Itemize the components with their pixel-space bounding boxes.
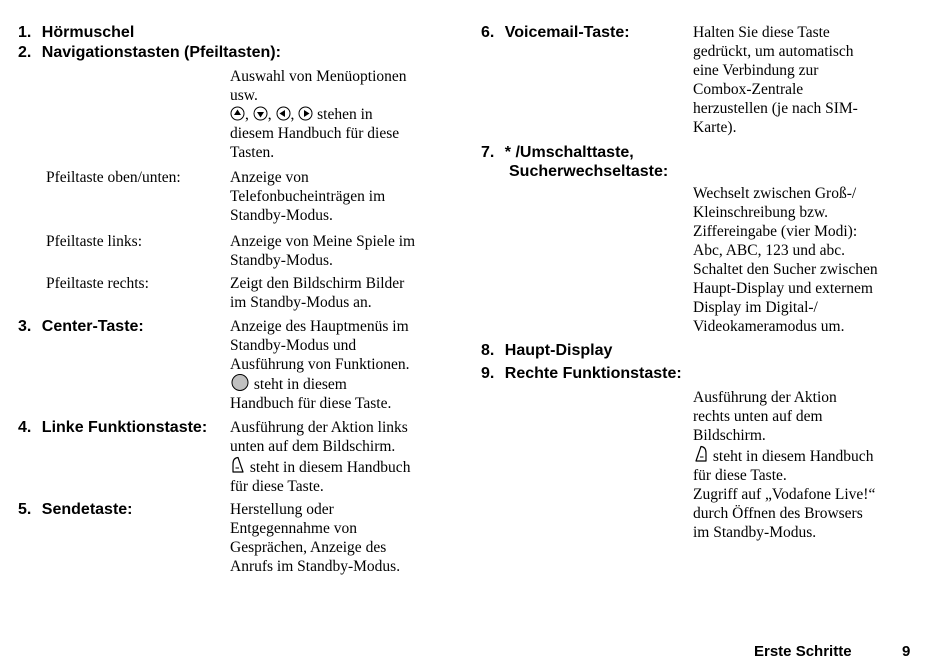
desc-text: steht in diesem bbox=[253, 376, 347, 393]
desc-line: Wechselt zwischen Groß-/ bbox=[693, 185, 857, 202]
desc-line: herzustellen (je nach SIM- bbox=[693, 100, 858, 117]
item-9-title: Rechte Funktionstaste: bbox=[504, 365, 682, 382]
icon-separator: , bbox=[245, 106, 249, 123]
desc-line: Ausführung der Aktion bbox=[693, 389, 837, 406]
item-2-description bbox=[230, 67, 407, 162]
sub-desc-left bbox=[230, 232, 415, 270]
desc-line: Anzeige von bbox=[230, 169, 309, 186]
item-2-desc-line: usw. bbox=[230, 87, 258, 104]
item-8-number: 8. bbox=[481, 342, 495, 359]
sub-label-left: Pfeiltaste links: bbox=[46, 233, 143, 250]
desc-line: Ausführung der Aktion links bbox=[230, 419, 408, 436]
desc-line: im Standby-Modus an. bbox=[230, 294, 372, 311]
desc-line: gedrückt, um automatisch bbox=[693, 43, 854, 60]
desc-line: Ziffereingabe (vier Modi): bbox=[693, 223, 858, 240]
desc-line: Handbuch für diese Taste. bbox=[230, 395, 392, 412]
item-5-number: 5. bbox=[18, 501, 32, 518]
item-5-description bbox=[230, 500, 400, 576]
item-9-heading bbox=[481, 364, 682, 383]
item-3-number: 3. bbox=[18, 318, 32, 335]
left-softkey-icon bbox=[230, 456, 246, 474]
item-6-number: 6. bbox=[481, 24, 495, 41]
item-9-number: 9. bbox=[481, 365, 495, 382]
item-3-description bbox=[230, 317, 410, 413]
item-2-title: Navigationstasten (Pfeiltasten): bbox=[41, 44, 281, 61]
item-8-heading bbox=[481, 341, 612, 360]
desc-line: Standby-Modus. bbox=[230, 252, 333, 269]
desc-line: Combox-Zentrale bbox=[693, 81, 804, 98]
desc-line: Kleinschreibung bzw. bbox=[693, 204, 829, 221]
item-4-description bbox=[230, 418, 410, 496]
desc-line: Haupt-Display und externem bbox=[693, 280, 873, 297]
desc-line: Standby-Modus. bbox=[230, 207, 333, 224]
arrow-up-key-icon bbox=[230, 106, 245, 121]
item-1-number: 1. bbox=[18, 24, 32, 41]
icon-separator: , bbox=[290, 106, 295, 123]
footer-page-number: 9 bbox=[902, 643, 911, 660]
desc-line: rechts unten auf dem bbox=[693, 408, 823, 425]
item-2-desc-line: diesem Handbuch für diese bbox=[230, 125, 400, 142]
desc-line-icon bbox=[693, 445, 875, 466]
item-2-desc-line: Tasten. bbox=[230, 144, 275, 161]
item-5-heading bbox=[18, 500, 133, 519]
desc-line: Halten Sie diese Taste bbox=[693, 24, 830, 41]
desc-line: Anzeige des Hauptmenüs im bbox=[230, 318, 409, 335]
desc-line: Telefonbucheinträgen im bbox=[230, 188, 386, 205]
item-6-description bbox=[693, 23, 858, 137]
item-7-description bbox=[693, 184, 878, 336]
item-4-title: Linke Funktionstaste: bbox=[41, 419, 208, 436]
item-7-number: 7. bbox=[481, 144, 495, 161]
item-3-title: Center-Taste: bbox=[41, 318, 144, 335]
desc-line: Anzeige von Meine Spiele im bbox=[230, 233, 416, 250]
item-1-title: Hörmuschel bbox=[41, 24, 135, 41]
item-3-heading bbox=[18, 317, 144, 336]
desc-text: steht in diesem Handbuch bbox=[249, 459, 411, 476]
sub-label-up-down: Pfeiltaste oben/unten: bbox=[46, 169, 181, 186]
item-4-heading bbox=[18, 418, 207, 437]
sub-label-right: Pfeiltaste rechts: bbox=[46, 275, 149, 292]
desc-line: für diese Taste. bbox=[230, 478, 324, 495]
sub-desc-right bbox=[230, 274, 404, 312]
desc-line: Zeigt den Bildschirm Bilder bbox=[230, 275, 405, 292]
desc-line: Bildschirm. bbox=[693, 427, 766, 444]
desc-line: Herstellung oder bbox=[230, 501, 334, 518]
desc-text: steht in diesem Handbuch bbox=[712, 448, 874, 465]
desc-line: unten auf dem Bildschirm. bbox=[230, 438, 396, 455]
item-2-desc-line-icons bbox=[230, 105, 407, 124]
icon-separator: , bbox=[267, 106, 272, 123]
desc-line: durch Öffnen des Browsers bbox=[693, 505, 863, 522]
desc-line-icon bbox=[230, 374, 410, 394]
item-2-desc-text: stehen in bbox=[317, 106, 373, 123]
item-2-number: 2. bbox=[18, 44, 32, 61]
sub-desc-up-down bbox=[230, 168, 385, 225]
item-9-description bbox=[693, 388, 875, 542]
desc-line: Display im Digital-/ bbox=[693, 299, 818, 316]
arrow-left-key-icon bbox=[276, 106, 291, 121]
desc-line: Gesprächen, Anzeige des bbox=[230, 539, 387, 556]
desc-line: Anrufs im Standby-Modus. bbox=[230, 558, 401, 575]
center-key-icon bbox=[230, 374, 250, 391]
desc-line: Entgegennahme von bbox=[230, 520, 357, 537]
desc-line: Zugriff auf „Vodafone Live!“ bbox=[693, 486, 876, 503]
desc-line: eine Verbindung zur bbox=[693, 62, 819, 79]
right-softkey-icon bbox=[693, 445, 709, 463]
item-6-heading bbox=[481, 23, 630, 42]
item-4-number: 4. bbox=[18, 419, 32, 436]
arrow-right-key-icon bbox=[298, 106, 313, 121]
arrow-down-key-icon bbox=[253, 106, 268, 121]
footer-section-title: Erste Schritte bbox=[754, 643, 852, 660]
item-7-title-line-2: Sucherwechseltaste: bbox=[509, 163, 669, 180]
desc-line: im Standby-Modus. bbox=[693, 524, 817, 541]
desc-line: Videokameramodus um. bbox=[693, 318, 845, 335]
desc-line: Abc, ABC, 123 und abc. bbox=[693, 242, 845, 259]
desc-line: Karte). bbox=[693, 119, 737, 136]
item-5-title: Sendetaste: bbox=[41, 501, 133, 518]
item-6-title: Voicemail-Taste: bbox=[504, 24, 630, 41]
desc-line-icon bbox=[230, 456, 410, 477]
item-2-desc-line: Auswahl von Menüoptionen bbox=[230, 68, 407, 85]
item-7-heading bbox=[481, 143, 634, 162]
desc-line: Standby-Modus und bbox=[230, 337, 357, 354]
item-1-heading bbox=[18, 23, 134, 42]
desc-line: Schaltet den Sucher zwischen bbox=[693, 261, 878, 278]
item-2-heading bbox=[18, 43, 281, 62]
item-7-title: * /Umschalttaste, bbox=[504, 144, 634, 161]
item-8-title: Haupt-Display bbox=[504, 342, 613, 359]
desc-line: Ausführung von Funktionen. bbox=[230, 356, 410, 373]
desc-line: für diese Taste. bbox=[693, 467, 787, 484]
